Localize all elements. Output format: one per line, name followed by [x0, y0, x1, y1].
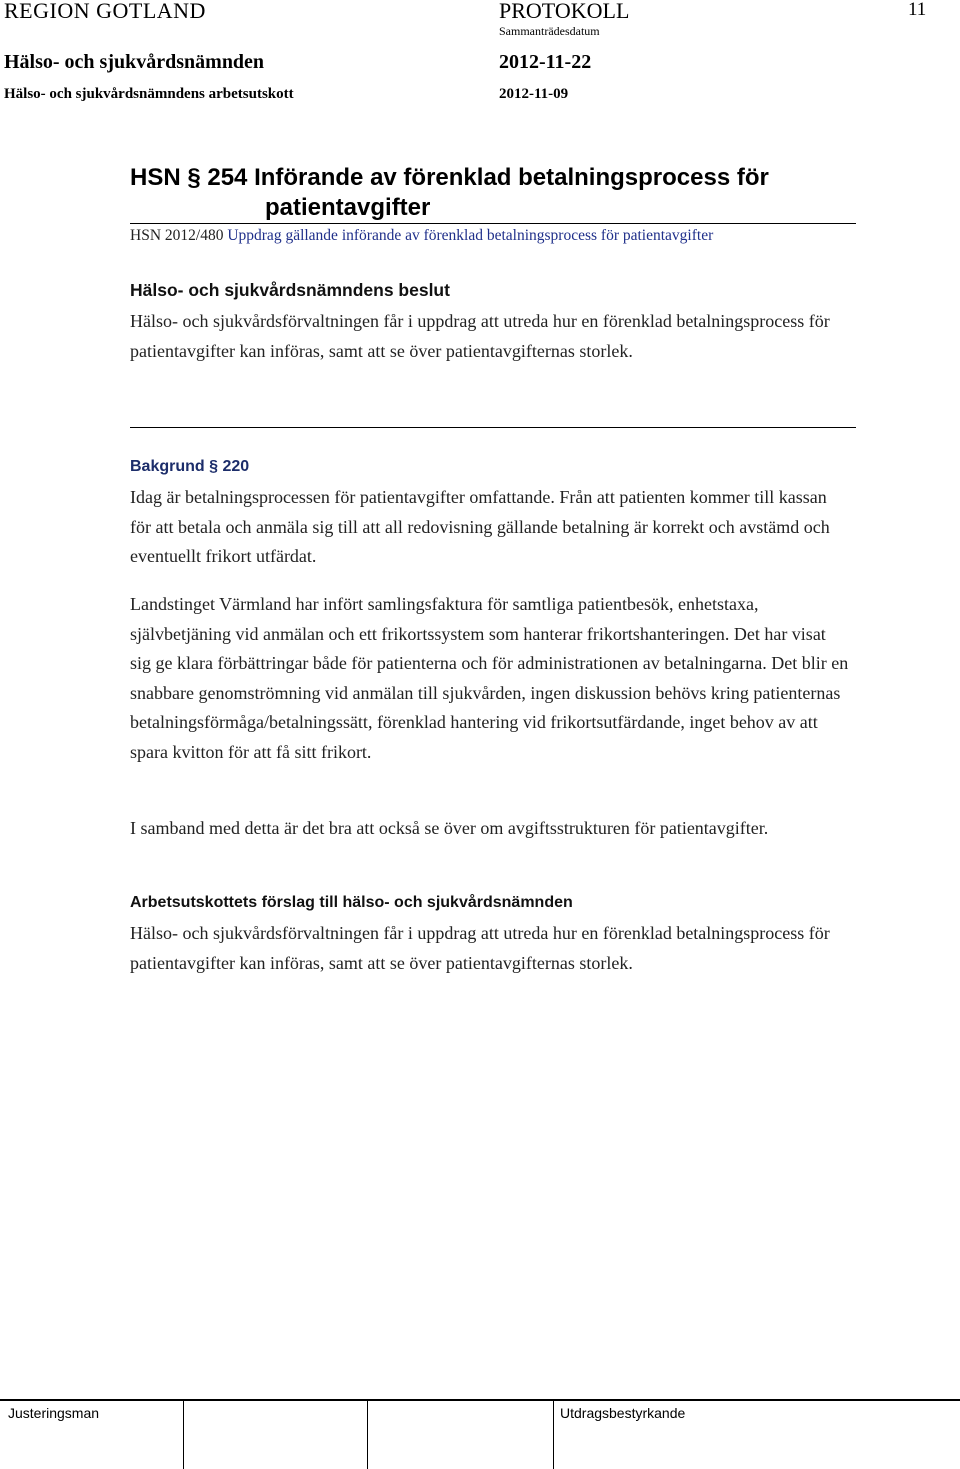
section-divider — [130, 427, 856, 428]
subcommittee-date: 2012-11-09 — [499, 86, 569, 102]
subcommittee-name: Hälso- och sjukvårdsnämndens arbetsutskott — [4, 86, 294, 102]
signature-table — [0, 1399, 960, 1469]
signature-cell-divider — [367, 1401, 368, 1469]
title-divider — [130, 223, 856, 224]
adjuster-label: Justeringsman — [8, 1405, 100, 1421]
case-number: HSN 2012/480 — [130, 227, 224, 244]
signature-cell-divider — [553, 1401, 554, 1469]
meeting-date-label: Sammanträdesdatum — [499, 24, 600, 38]
background-paragraph: Landstinget Värmland har infört samlingsfaktura för samtliga patientbesök, enhetstaxa, självbetjäning vid anmälan och ett frikortssystem som hanterar frikortshanteringen. Det har visat sig ge klara förbättringar både för patienterna och för administrationen av betalningarna. Det blir en snabbare genomströmning vid anmälan till sjukvården, ingen diskussion behövs kring patienternas betalningsförmåga/betalningssätt, förenklad hantering vid frikortsutfärdande, inget behov av att spara kvitton för att få sitt frikort. — [130, 594, 849, 762]
proposal-heading: Arbetsutskottets förslag till hälso- och sjukvårdsnämnden — [130, 894, 573, 911]
signature-cell-divider — [183, 1401, 184, 1469]
decision-text: Hälso- och sjukvårdsförvaltningen får i uppdrag att utreda hur en förenklad betalningsprocess för patientavgifter kan införas, samt att se över patientavgifternas storlek. — [130, 311, 830, 361]
background-paragraph: I samband med detta är det bra att också se över om avgiftsstrukturen för patientavgifter. — [130, 818, 769, 838]
case-reference — [130, 227, 713, 245]
item-title-continuation: patientavgifter — [265, 194, 431, 221]
document-type: PROTOKOLL — [499, 0, 630, 23]
decision-heading: Hälso- och sjukvårdsnämndens beslut — [130, 280, 450, 300]
committee-date: 2012-11-22 — [499, 51, 592, 73]
page-number: 11 — [908, 0, 927, 20]
certified-extract-label: Utdragsbestyrkande — [560, 1405, 686, 1421]
item-title: HSN § 254 Införande av förenklad betalningsprocess för — [130, 164, 769, 191]
background-paragraph: Idag är betalningsprocessen för patientavgifter omfattande. Från att patienten kommer till kassan för att betala och anmäla sig till att all redovisning gällande betalning är korrekt och avstämd och eventuellt frikort utfärdat. — [130, 487, 830, 566]
proposal-text: Hälso- och sjukvårdsförvaltningen får i uppdrag att utreda hur en förenklad betalningsprocess för patientavgifter kan införas, samt att se över patientavgifternas storlek. — [130, 923, 830, 973]
case-link[interactable]: Uppdrag gällande införande av förenklad betalningsprocess för patientavgifter — [227, 227, 714, 244]
committee-name: Hälso- och sjukvårdsnämnden — [4, 51, 265, 73]
background-heading: Bakgrund § 220 — [130, 458, 250, 475]
org-name: REGION GOTLAND — [4, 0, 206, 23]
